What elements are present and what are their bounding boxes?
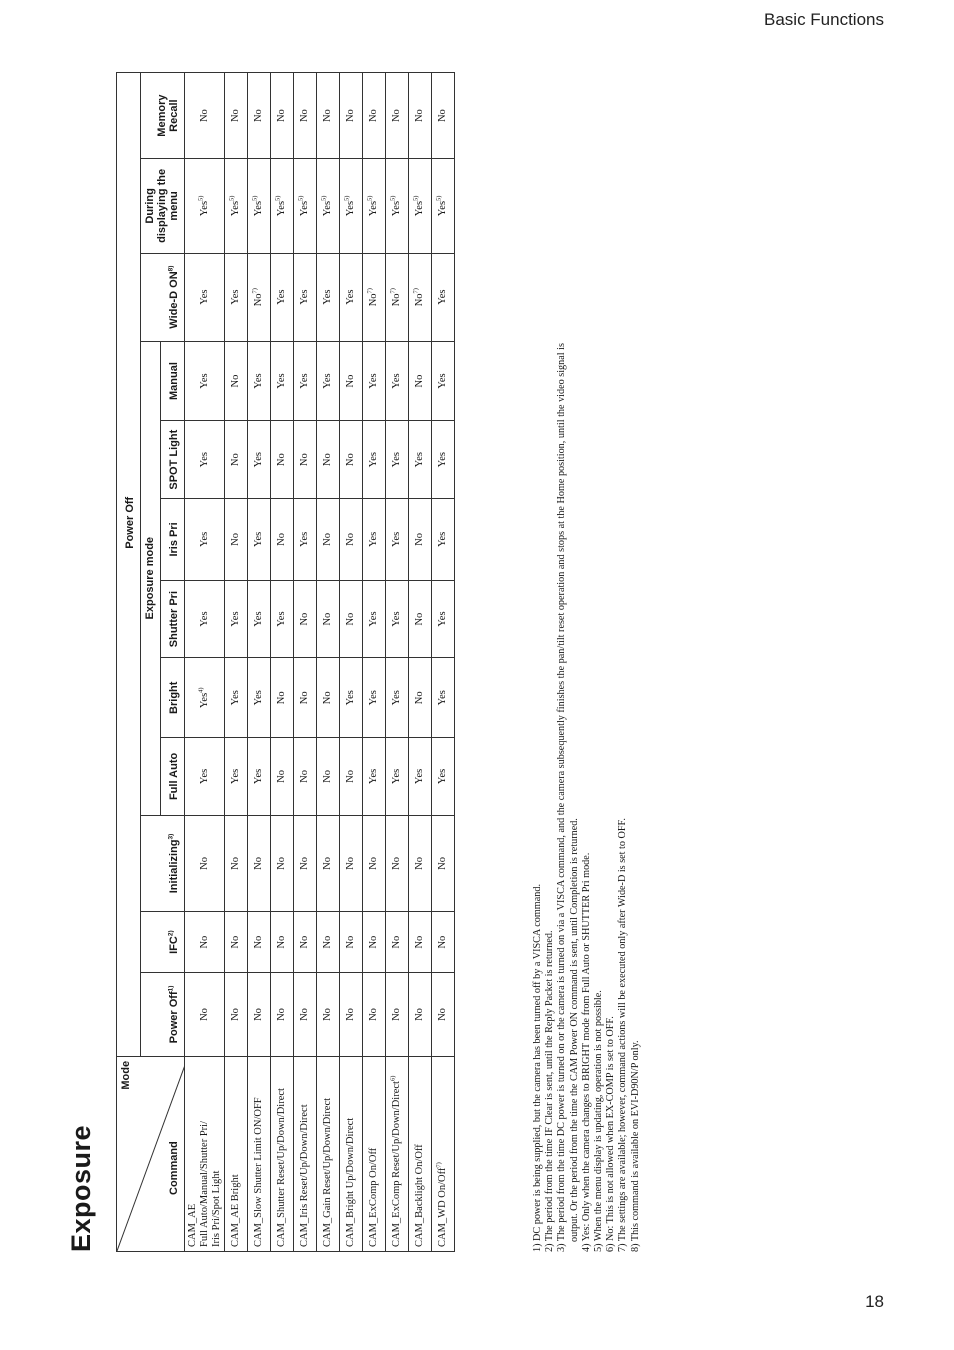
value-cell: No xyxy=(409,658,432,738)
value-cell: No$^{7)}$ xyxy=(386,253,409,341)
header-initializing: Initializing$^{3)}$ xyxy=(141,815,185,911)
value-cell: Yes xyxy=(386,421,409,499)
value-cell: No xyxy=(409,580,432,658)
header-manual: Manual xyxy=(161,341,185,421)
command-cell xyxy=(271,1056,294,1251)
footnote-ref: 7) xyxy=(389,288,397,294)
table-row xyxy=(340,73,363,1252)
footnote: 2) The period from the time IF Clear is sent, until the Reply Packet is returned. xyxy=(544,930,556,1252)
value-cell: Yes$^{5)}$ xyxy=(294,159,317,253)
header-blank xyxy=(117,973,141,1057)
table-row xyxy=(225,73,248,1252)
table-row xyxy=(248,73,271,1252)
command-cell xyxy=(317,1056,340,1251)
value-cell: No xyxy=(225,341,248,421)
value-cell: Yes xyxy=(317,341,340,421)
footnote-ref: 5) xyxy=(320,195,328,201)
header-power-off: Power Off$^{1)}$ xyxy=(141,973,185,1057)
value-cell: No xyxy=(340,421,363,499)
exposure-table xyxy=(116,72,455,1252)
value-cell: No xyxy=(271,421,294,499)
value-cell: No$^{7)}$ xyxy=(409,253,432,341)
command-cell xyxy=(363,1056,386,1251)
value-cell: No xyxy=(317,421,340,499)
value-cell: No xyxy=(409,341,432,421)
value-cell: No xyxy=(409,499,432,581)
command-cell xyxy=(225,1056,248,1251)
running-header: Basic Functions xyxy=(764,10,884,29)
value-cell: No xyxy=(271,658,294,738)
command-cell xyxy=(248,1056,271,1251)
value-cell: Yes$^{5)}$ xyxy=(386,159,409,253)
exposure-mode-group-header: Exposure mode xyxy=(141,341,161,815)
value-cell: No xyxy=(340,341,363,421)
value-cell: Yes$^{5)}$ xyxy=(363,159,386,253)
value-cell: Yes xyxy=(185,421,225,499)
power-off-group-header: Power Off xyxy=(117,73,141,973)
value-cell: No xyxy=(185,973,225,1057)
value-cell: No xyxy=(248,73,271,159)
header-full-auto: Full Auto xyxy=(161,738,185,816)
value-cell: No xyxy=(317,912,340,973)
header-memory-recall: Memory Recall xyxy=(141,73,185,159)
value-cell: No xyxy=(271,973,294,1057)
value-cell: Yes$^{5)}$ xyxy=(409,159,432,253)
value-cell: No xyxy=(294,738,317,816)
footnotes xyxy=(532,72,642,1252)
value-cell: Yes xyxy=(363,341,386,421)
header-iris-pri: Iris Pri xyxy=(161,499,185,581)
command-cell xyxy=(409,1056,432,1251)
value-cell: Yes xyxy=(294,499,317,581)
value-cell: No xyxy=(317,73,340,159)
value-cell: Yes xyxy=(363,580,386,658)
value-cell: No xyxy=(317,580,340,658)
value-cell: Yes$^{5)}$ xyxy=(317,159,340,253)
value-cell: Yes xyxy=(363,658,386,738)
value-cell: Yes$^{5)}$ xyxy=(248,159,271,253)
value-cell: No xyxy=(225,912,248,973)
value-cell: No xyxy=(363,815,386,911)
page-number: 18 xyxy=(865,1292,884,1311)
value-cell: Yes xyxy=(317,253,340,341)
table-row xyxy=(363,73,386,1252)
footnote-ref: 7) xyxy=(412,288,420,294)
value-cell: Yes xyxy=(271,341,294,421)
value-cell: Yes xyxy=(185,580,225,658)
value-cell: Yes xyxy=(248,341,271,421)
footnote: 8) This command is available on EVI-D90N/P only. xyxy=(629,1040,641,1252)
table-row xyxy=(386,73,409,1252)
value-cell: Yes xyxy=(432,421,455,499)
value-cell: Yes xyxy=(386,580,409,658)
value-cell: No xyxy=(185,815,225,911)
value-cell: No xyxy=(294,658,317,738)
value-cell: Yes xyxy=(294,341,317,421)
value-cell: Yes xyxy=(409,738,432,816)
footnote-ref: 7) xyxy=(435,1162,443,1168)
value-cell: No xyxy=(340,580,363,658)
command-cell xyxy=(185,1056,225,1251)
footnote-ref: 5) xyxy=(251,195,259,201)
value-cell: No xyxy=(432,73,455,159)
value-cell: No xyxy=(185,912,225,973)
value-cell: Yes xyxy=(248,580,271,658)
value-cell: Yes xyxy=(432,580,455,658)
value-cell: No xyxy=(386,912,409,973)
footnote-ref: 5) xyxy=(412,195,420,201)
value-cell: Yes xyxy=(271,580,294,658)
value-cell: Yes xyxy=(340,253,363,341)
mode-command-header xyxy=(117,1056,185,1251)
command-cell xyxy=(340,1056,363,1251)
table-row xyxy=(409,73,432,1252)
value-cell: No xyxy=(340,73,363,159)
value-cell: No xyxy=(225,73,248,159)
value-cell: No xyxy=(386,73,409,159)
value-cell: Yes xyxy=(386,738,409,816)
value-cell: Yes xyxy=(248,421,271,499)
command-line: CAM_Gain Reset/Up/Down/Direct xyxy=(322,1097,333,1247)
value-cell: No xyxy=(409,815,432,911)
value-cell: Yes xyxy=(225,658,248,738)
value-cell: Yes xyxy=(409,421,432,499)
footnote-ref: 5) xyxy=(389,195,397,201)
value-cell: No xyxy=(294,73,317,159)
command-line: CAM_Shutter Reset/Up/Down/Direct xyxy=(276,1088,287,1247)
value-cell: No$^{7)}$ xyxy=(248,253,271,341)
footnote-ref: 4) xyxy=(197,687,204,693)
value-cell: No xyxy=(294,815,317,911)
footnote: 1) DC power is being supplied, but the camera has been turned off by a VISCA command. xyxy=(532,884,543,1252)
value-cell: No xyxy=(340,973,363,1057)
value-cell: No xyxy=(317,658,340,738)
value-cell: No xyxy=(271,738,294,816)
command-cell xyxy=(432,1056,455,1251)
footnote: 7) The settings are available; however, command actions will be executed only after Wide-D is set to OFF. xyxy=(617,818,629,1252)
footnote-ref: 5) xyxy=(274,195,282,201)
header-shutter-pri: Shutter Pri xyxy=(161,580,185,658)
value-cell: Yes xyxy=(225,580,248,658)
table-row xyxy=(185,73,225,1252)
value-cell: No xyxy=(386,973,409,1057)
footnote-ref: 5) xyxy=(197,195,204,201)
command-line: Iris Pri/Spot Light xyxy=(210,1170,222,1247)
footnote-ref: 6) xyxy=(389,1075,397,1082)
value-cell: Yes xyxy=(185,341,225,421)
value-cell: Yes xyxy=(363,421,386,499)
command-line: CAM_AE xyxy=(186,1203,198,1247)
value-cell: No xyxy=(248,912,271,973)
value-cell: Yes xyxy=(271,253,294,341)
value-cell: No$^{7)}$ xyxy=(363,253,386,341)
value-cell: Yes xyxy=(432,658,455,738)
value-cell: Yes xyxy=(248,499,271,581)
value-cell: No xyxy=(317,815,340,911)
value-cell: Yes xyxy=(248,738,271,816)
table-row xyxy=(317,73,340,1252)
section-title: Exposure xyxy=(66,1124,96,1252)
value-cell: Yes$^{4)}$ xyxy=(185,658,225,738)
value-cell: No xyxy=(248,973,271,1057)
command-cell xyxy=(386,1056,409,1251)
header-ifc: IFC$^{2)}$ xyxy=(141,912,185,973)
value-cell: No xyxy=(225,421,248,499)
value-cell: Yes xyxy=(225,253,248,341)
header-spot-light: SPOT Light xyxy=(161,421,185,499)
value-cell: No xyxy=(386,815,409,911)
value-cell: Yes$^{5)}$ xyxy=(185,159,225,253)
footnote: output. Or the period from the time the CAM Power ON command is sent, until Completion is returned. xyxy=(568,818,580,1242)
value-cell: No xyxy=(363,73,386,159)
value-cell: Yes xyxy=(386,499,409,581)
value-cell: No xyxy=(340,815,363,911)
value-cell: No xyxy=(432,912,455,973)
command-line: CAM_Slow Shutter Limit ON/OFF xyxy=(253,1097,264,1247)
value-cell: No xyxy=(294,580,317,658)
value-cell: No xyxy=(294,973,317,1057)
command-line: CAM_ExComp Reset/Up/Down/Direct$^{6)}$ xyxy=(389,1075,402,1247)
value-cell: Yes xyxy=(432,738,455,816)
footnote-ref: 5) xyxy=(297,195,305,201)
value-cell: No xyxy=(317,499,340,581)
value-cell: Yes xyxy=(363,499,386,581)
value-cell: Yes xyxy=(432,253,455,341)
footnote-ref: 7) xyxy=(366,288,374,294)
value-cell: No xyxy=(271,499,294,581)
mode-label: Mode xyxy=(120,1060,132,1090)
value-cell: Yes xyxy=(248,658,271,738)
value-cell: No xyxy=(340,499,363,581)
value-cell: No xyxy=(248,815,271,911)
value-cell: Yes xyxy=(185,499,225,581)
command-line: CAM_Backlight On/Off xyxy=(414,1144,425,1247)
value-cell: No xyxy=(363,912,386,973)
value-cell: No xyxy=(317,973,340,1057)
value-cell: No xyxy=(409,912,432,973)
value-cell: No xyxy=(409,73,432,159)
value-cell: No xyxy=(185,73,225,159)
command-line: CAM_Bright Up/Down/Direct xyxy=(345,1117,356,1247)
value-cell: No xyxy=(432,973,455,1057)
value-cell: No xyxy=(294,912,317,973)
value-cell: No xyxy=(294,421,317,499)
value-cell: No xyxy=(340,738,363,816)
value-cell: No xyxy=(271,912,294,973)
value-cell: No xyxy=(225,973,248,1057)
footnote-ref: 5) xyxy=(435,195,443,201)
footnote-ref: 7) xyxy=(251,288,259,294)
command-line: CAM_ExComp On/Off xyxy=(368,1147,379,1247)
command-line: CAM_AE Bright xyxy=(230,1174,241,1247)
footnote: 3) The period from the time DC power is turned on or the camera is turned on via a VISCA command, and the camera subsequently finishes the pan/tilt reset operation and stops at the Home position, until the video signal is xyxy=(556,343,568,1252)
table-row xyxy=(271,73,294,1252)
value-cell: No xyxy=(225,499,248,581)
header-bright: Bright xyxy=(161,658,185,738)
table-row xyxy=(432,73,455,1252)
value-cell: No xyxy=(363,973,386,1057)
value-cell: Yes$^{5)}$ xyxy=(340,159,363,253)
footnote-ref: 5) xyxy=(343,195,351,201)
value-cell: Yes xyxy=(363,738,386,816)
footnote-ref: 5) xyxy=(366,195,374,201)
value-cell: Yes$^{5)}$ xyxy=(432,159,455,253)
rotated-page-content xyxy=(66,72,641,1252)
command-line: CAM_Iris Reset/Up/Down/Direct xyxy=(299,1104,310,1247)
value-cell: No xyxy=(340,912,363,973)
command-cell xyxy=(294,1056,317,1251)
footnote: 4) Yes: Only when the camera changes to BRIGHT mode from Full Auto or SHUTTER Pri mode. xyxy=(580,852,592,1252)
command-line: CAM_WD On/Off$^{7)}$ xyxy=(435,1162,448,1247)
value-cell: Yes$^{5)}$ xyxy=(271,159,294,253)
table-body xyxy=(185,73,455,1252)
value-cell: No xyxy=(225,815,248,911)
value-cell: No xyxy=(409,973,432,1057)
value-cell: Yes xyxy=(432,499,455,581)
value-cell: No xyxy=(271,815,294,911)
value-cell: Yes xyxy=(294,253,317,341)
command-label: Command xyxy=(168,1141,180,1195)
header-during-menu: During displaying the menu xyxy=(141,159,185,253)
value-cell: Yes xyxy=(340,658,363,738)
value-cell: Yes xyxy=(386,658,409,738)
value-cell: No xyxy=(432,815,455,911)
footnote-ref: 5) xyxy=(228,195,236,201)
value-cell: Yes xyxy=(185,738,225,816)
footnote: 6) No: This is not allowed when EX-COMP is set to OFF. xyxy=(605,1016,617,1252)
table-row xyxy=(294,73,317,1252)
command-line: Full Auto/Manual/Shutter Pri/ xyxy=(198,1120,210,1247)
value-cell: Yes xyxy=(386,341,409,421)
value-cell: No xyxy=(271,73,294,159)
footnote: 5) When the menu display is updating, operation is not possible. xyxy=(593,990,605,1252)
value-cell: Yes$^{5)}$ xyxy=(225,159,248,253)
value-cell: Yes xyxy=(432,341,455,421)
value-cell: Yes xyxy=(225,738,248,816)
value-cell: Yes xyxy=(185,253,225,341)
header-wide-d-on: Wide-D ON$^{8)}$ xyxy=(141,253,185,341)
value-cell: No xyxy=(317,738,340,816)
